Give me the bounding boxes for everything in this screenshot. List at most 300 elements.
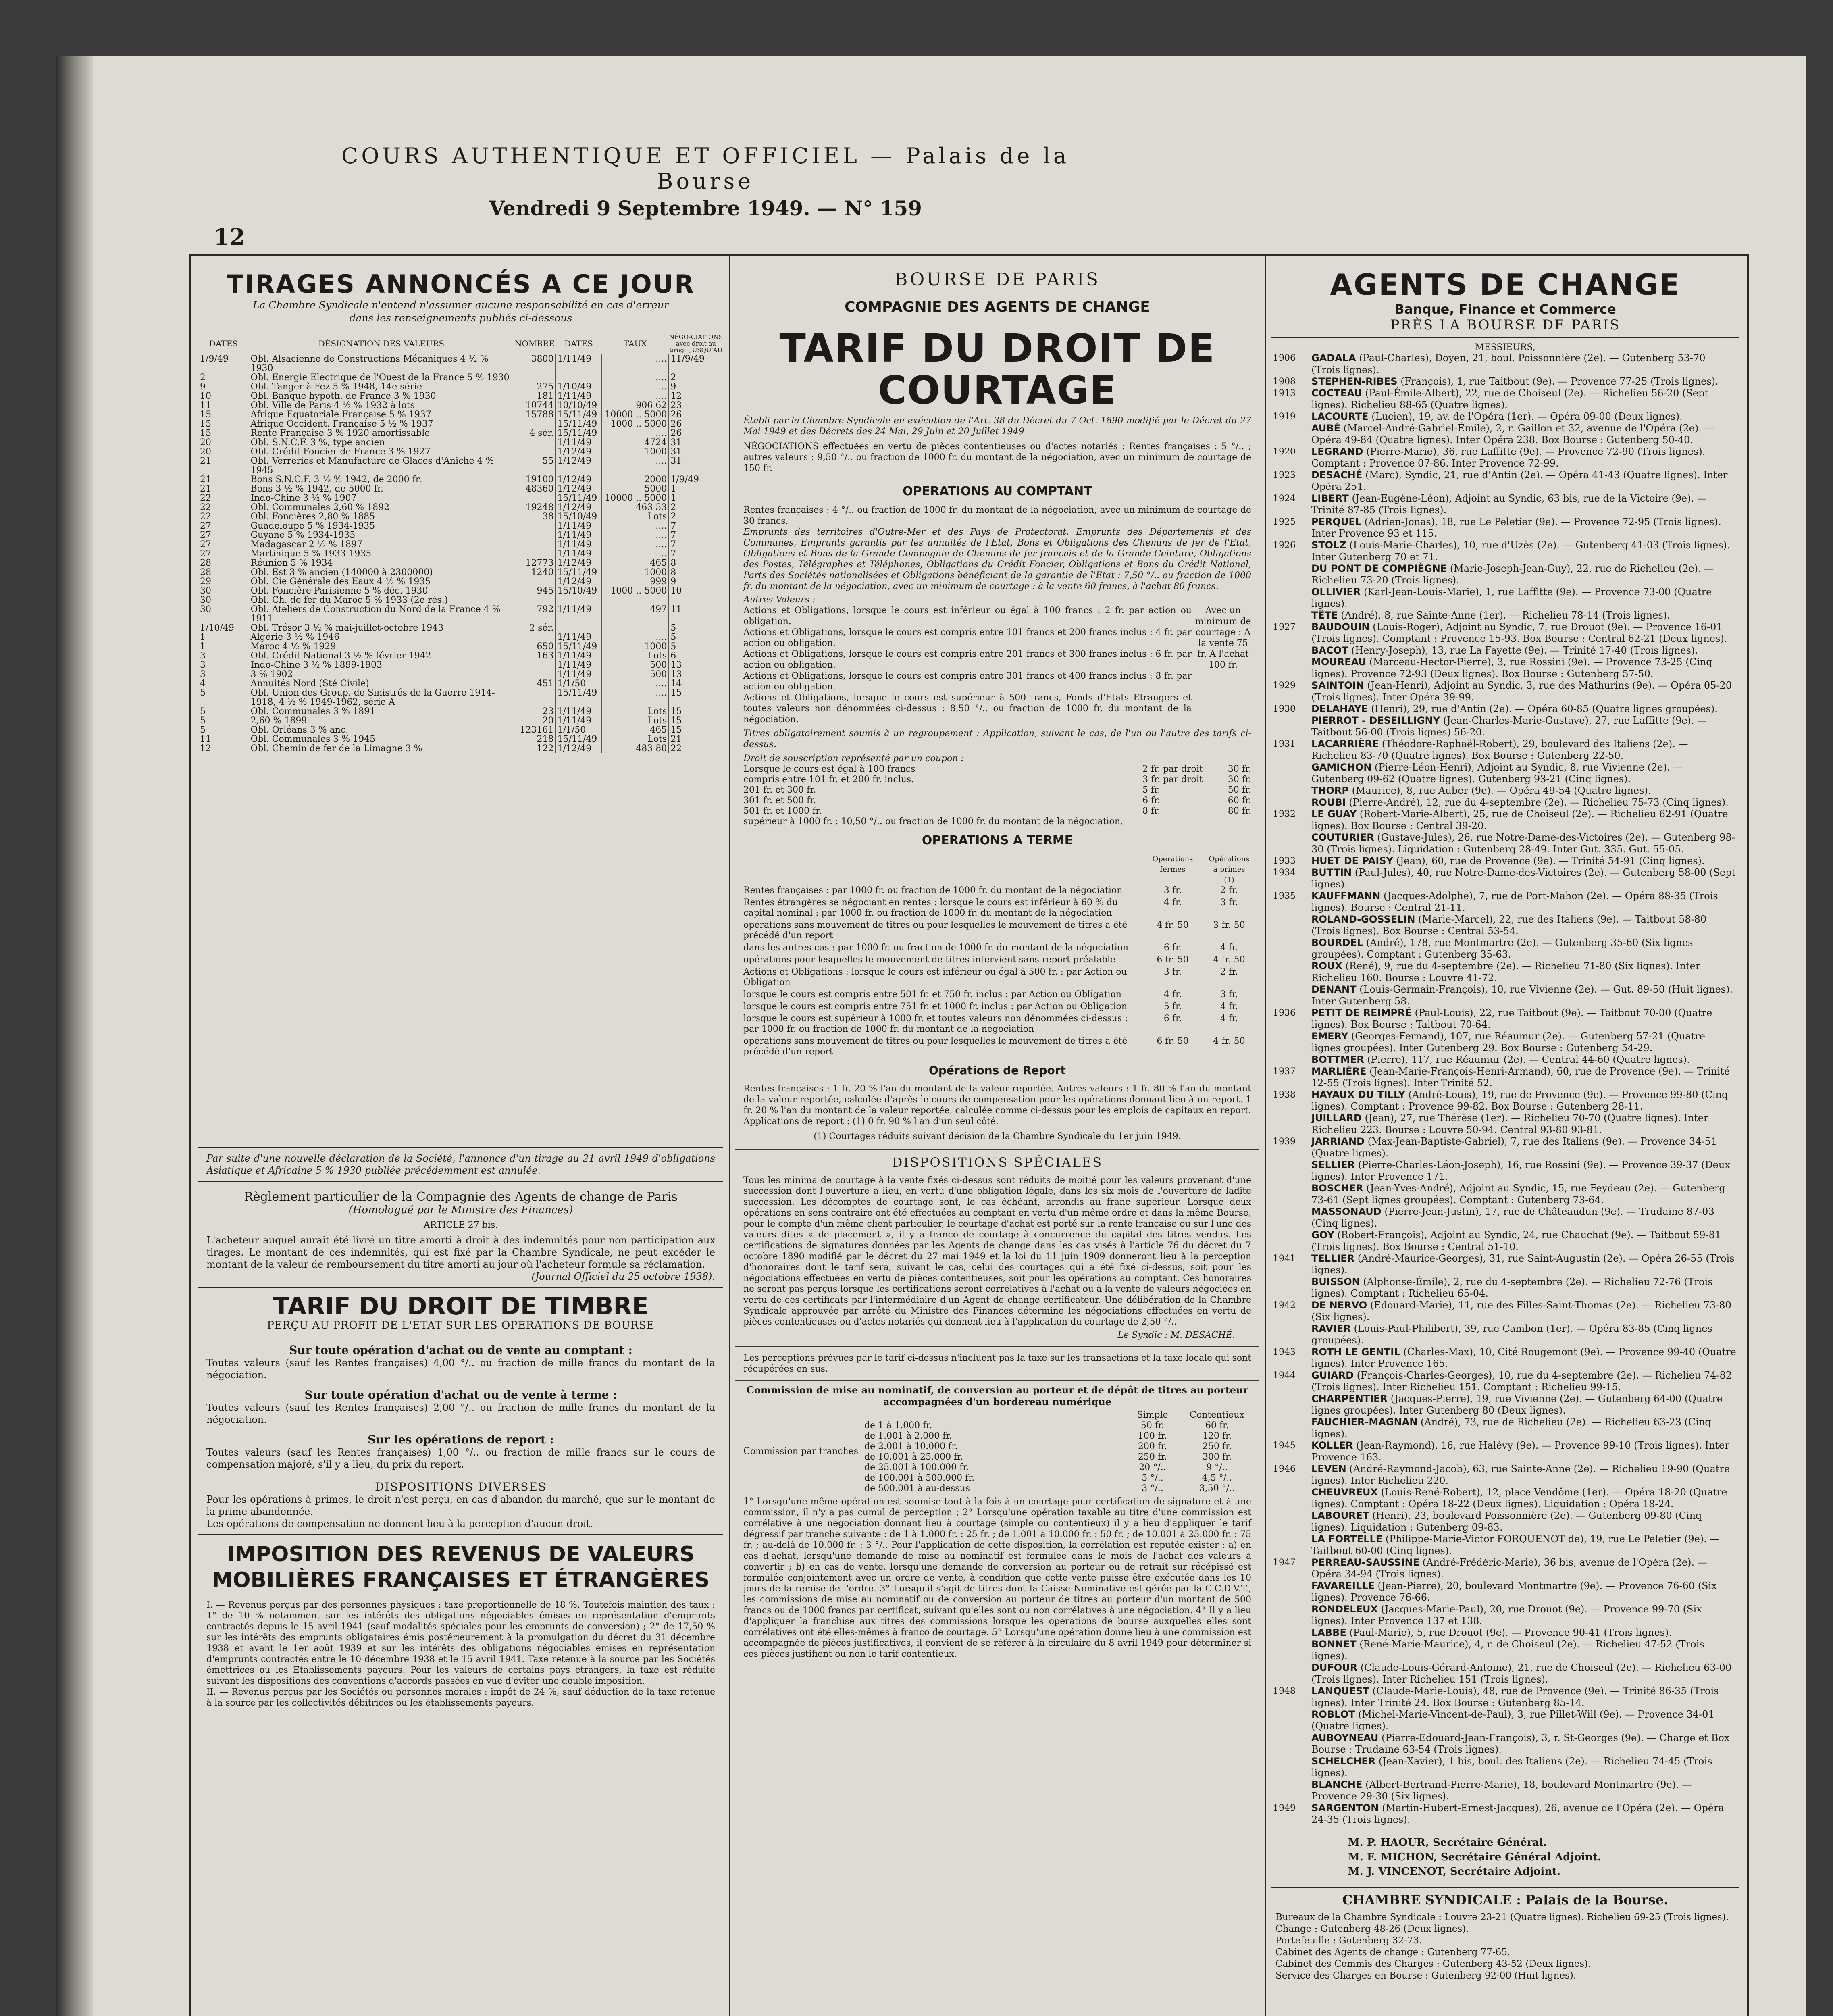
agent-details: (Maurice), 8, rue Auber (9e). — Opéra 49-54 (Quatre lignes). xyxy=(1352,785,1651,796)
list-item xyxy=(1273,1732,1737,1756)
comptant-title: OPERATIONS AU COMPTANT xyxy=(903,484,1092,498)
cell-nombre xyxy=(514,670,556,679)
autres-value: 6 fr. par action ou obligation. xyxy=(743,649,1192,670)
cell-taux: 483 80 xyxy=(602,744,669,753)
cell-jusquau: 7 xyxy=(669,540,723,549)
souscription-row xyxy=(743,816,1251,827)
agent-details: (Louis-René-Robert), 12, place Vendôme (1er). — Opéra 18-20 (Quatre lignes). Comptant : Opéra 18-22 (Deux lignes). Liquidation : Opéra 18-24. xyxy=(1311,1487,1727,1510)
commission-simple-value: 3 °/.. xyxy=(1142,1483,1163,1493)
agent-details: (Pierre-Jean-Justin), 17, rue de Châteaudun (9e). — Trudaine 87-03 (Cinq lignes). xyxy=(1311,1206,1714,1229)
list-item xyxy=(1273,1054,1737,1066)
list-item xyxy=(1273,586,1737,610)
table-row xyxy=(198,521,723,531)
cell-designation: Obl. Trésor 3 ½ % mai-juillet-octobre 1943 xyxy=(249,623,514,633)
agent-year: 1906 xyxy=(1273,353,1296,363)
agent-name: OLLIVIER xyxy=(1311,586,1361,598)
cell-taux: 1000 xyxy=(602,568,669,577)
agent-name: BONNET xyxy=(1311,1639,1357,1650)
courtage-sub: Établi par la Chambre Syndicale en exécution de l'Art. 38 du Décret du 7 Oct. 1890 modifié par le Décret du 27 Mai 1949 et des Décrets des 24 Mai, 29 Juin et 20 Juillet 1949 xyxy=(743,416,1251,437)
agent-name: RAVIER xyxy=(1311,1323,1351,1334)
list-item xyxy=(1273,855,1737,867)
cell-designation: Obl. Tanger à Fez 5 % 1948, 14e série xyxy=(249,382,514,392)
cell-designation: Obl. Ateliers de Construction du Nord de la France 4 % 1911 xyxy=(249,605,514,623)
cell-remb-date: 1/11/49 xyxy=(556,707,602,716)
list-item xyxy=(1273,1756,1737,1779)
autres-value: 4 fr. par action ou obligation. xyxy=(743,627,1192,648)
agent-name: PERREAU-SAUSSINE xyxy=(1311,1557,1420,1568)
cell-remb-date: 15/11/49 xyxy=(556,642,602,651)
agent-name: DENANT xyxy=(1311,984,1357,995)
terme-label: Actions et Obligations : lorsque le cours est inférieur ou égal à 500 fr. : par Action ou Obligation xyxy=(743,967,1127,987)
cell-jusquau xyxy=(669,596,723,605)
titres-oblig: Titres obligatoirement soumis à un regroupement : Application, suivant le cas, de l'un ou l'autre des tarifs ci-dessus. xyxy=(743,729,1251,750)
agent-details: (Marc), Syndic, 21, rue d'Antin (2e). — Opéra 41-43 (Quatre lignes). Inter Opéra 251. xyxy=(1311,469,1728,492)
agent-details: (Jacques-Adolphe), 7, rue de Port-Mahon (2e). — Opéra 88-35 (Trois lignes). Bourse : Central 21-11. xyxy=(1311,890,1718,913)
list-item xyxy=(1273,738,1737,762)
list-item xyxy=(1273,797,1737,808)
autres-value: 8,50 °/.. ou fraction de 1000 fr. du montant de la négociation. xyxy=(743,704,1192,725)
agent-name: ROUBI xyxy=(1311,797,1346,808)
cell-designation: Martinique 5 % 1933-1935 xyxy=(249,549,514,558)
cell-jusquau: 2 xyxy=(669,503,723,512)
agent-details: (André-Louis), 19, rue de Provence (9e). — Provence 99-80 (Cinq lignes). Comptant : Provence 99-82. Box Bourse : Gutenberg 28-11. xyxy=(1311,1089,1728,1112)
timbre-p2: Toutes valeurs (sauf les Rentes françaises) 2,00 °/.. ou fraction de mille francs du montant de la négociation. xyxy=(206,1402,715,1425)
cell-date: 12 xyxy=(200,744,211,754)
column-tirages xyxy=(198,256,723,2016)
compagnie-title: COMPAGNIE DES AGENTS DE CHANGE xyxy=(845,299,1150,315)
souscription-rate: 2 fr. par droit xyxy=(1142,764,1203,774)
timbre-h1: Sur toute opération d'achat ou de vente au comptant : xyxy=(289,1343,632,1357)
terme-ferme: 4 fr. 50 xyxy=(1157,920,1189,930)
agent-year: 1913 xyxy=(1273,388,1296,398)
terme-prime: 2 fr. xyxy=(1220,967,1238,977)
list-item xyxy=(1273,867,1737,890)
agent-name: DU PONT DE COMPIÈGNE xyxy=(1311,563,1447,574)
cell-nombre: 2 sér. xyxy=(514,623,556,633)
agent-details: (Alphonse-Émile), 2, rue du 4-septembre (2e). — Richelieu 72-76 (Trois lignes). Comptant : Richelieu 65-04. xyxy=(1311,1276,1713,1299)
agent-details: (Marie-Joseph-Jean-Guy), 22, rue de Richelieu (2e). — Richelieu 73-20 (Trois lignes). xyxy=(1311,563,1714,586)
commission-cont-value: 3,50 °/.. xyxy=(1199,1483,1235,1493)
commission-tranche: de 2.001 à 10.000 fr. xyxy=(864,1441,958,1452)
agent-details: (Marcel-André-Gabriel-Émile), 2, r. Gaillon et 32, avenue de l'Opéra (2e). — Opéra 49-84 (Quatre lignes). Inter Opéra 238. Box Bourse : Gutenberg 50-40. xyxy=(1311,423,1714,446)
cell-taux: 463 53 xyxy=(602,503,669,512)
table-row xyxy=(198,568,723,577)
cell-jusquau: 13 xyxy=(669,660,723,670)
souscription-min: 80 fr. xyxy=(1228,806,1251,816)
autres-list xyxy=(743,605,1192,725)
commission-cont-value: 250 fr. xyxy=(1202,1441,1232,1452)
table-row xyxy=(198,716,723,725)
souscription-min: 30 fr. xyxy=(1228,764,1251,774)
cell-taux: .... xyxy=(602,688,669,707)
agent-name: RONDELEUX xyxy=(1311,1604,1378,1615)
terme-ferme: 4 fr. xyxy=(1163,898,1182,908)
agent-year: 1924 xyxy=(1273,494,1296,504)
cell-remb-date: 15/10/49 xyxy=(556,586,602,596)
cell-date: 22 xyxy=(200,493,211,503)
cell-remb-date: 15/11/49 xyxy=(556,429,602,438)
autres-item xyxy=(743,649,1192,671)
tirages-note: La Chambre Syndicale n'entend n'assumer aucune responsabilité en cas d'erreur dans les renseignements publiés ci-dessous xyxy=(253,299,669,324)
agents-sub1: Banque, Finance et Commerce xyxy=(1394,302,1616,317)
courtage-title: TARIF DU DROIT DE COURTAGE xyxy=(779,326,1215,413)
page-number: 12 xyxy=(214,224,245,250)
terme-ferme: 6 fr. 50 xyxy=(1157,1036,1189,1046)
list-item xyxy=(1273,984,1737,1007)
agent-name: BAUDOUIN xyxy=(1311,621,1370,633)
agent-details: (Robert-François), Adjoint au Syndic, 24, rue Chauchat (9e). — Taitbout 59-81 (Trois lignes). Box Bourse : Central 51-10. xyxy=(1311,1229,1721,1252)
cell-taux: 999 xyxy=(602,577,669,586)
list-item xyxy=(1273,1685,1737,1709)
list-item xyxy=(1273,960,1737,984)
cell-date: 2 xyxy=(200,373,206,383)
cell-designation: Obl. Orléans 3 % anc. xyxy=(249,725,514,735)
comptant-section xyxy=(735,505,1259,827)
agent-details: (Jean-Eugène-Léon), Adjoint au Syndic, 63 bis, rue de la Victoire (9e). — Trinité 87-85 (Trois lignes). xyxy=(1311,493,1707,516)
comptant-emprunts: Emprunts des territoires d'Outre-Mer et des Pays de Protectorat. Emprunts des Départements et des Communes, Emprunts garantis par les annuités de l'Etat, Bons et Obligations des Chemins de fer de l'Etat, Obligations et Bons de la Grande Compagnie de Chemins de fer français et de la Grande Ceinture, Obligations des Postes, Télégraphes et Téléphones, Obligations du Crédit Foncier, Obligations et Bons du Crédit National, Parts des Sociétés nationalisées et Obligations bénéficiant de la garantie de l'Etat : 7,50 °/.. ou fraction de 1000 fr. du montant de la négociation, avec un minimum de courtage : à la vente 60 francs, à l'achat 80 francs. xyxy=(743,527,1251,591)
cell-nombre: 55 xyxy=(514,456,556,475)
cell-remb-date: 1/11/49 xyxy=(556,605,602,623)
list-item xyxy=(1273,890,1737,914)
agent-name: BUTTIN xyxy=(1311,867,1352,878)
souscription-rate xyxy=(1142,816,1215,827)
divider xyxy=(198,1287,723,1288)
agent-details: (Albert-Bertrand-Pierre-Marie), 18, boulevard Montmartre (9e). — Provence 29-30 (Six lignes). xyxy=(1311,1779,1692,1802)
table-row xyxy=(198,512,723,521)
list-item xyxy=(1273,1393,1737,1416)
cell-designation: Annuités Nord (Sté Civile) xyxy=(249,679,514,688)
commission-row xyxy=(864,1431,1251,1441)
commission-table xyxy=(735,1408,1259,1496)
agent-name: HAYAUX DU TILLY xyxy=(1311,1089,1405,1100)
cell-designation: Madagascar 2 ½ % 1897 xyxy=(249,540,514,549)
cell-jusquau: 7 xyxy=(669,521,723,531)
cell-taux: 465 xyxy=(602,725,669,735)
table-row xyxy=(198,651,723,660)
table-row xyxy=(198,429,723,438)
agent-details: (Henri), 29, rue d'Antin (2e). — Opéra 60-85 (Quatre lignes groupées). xyxy=(1371,703,1718,714)
agent-details: (Jacques-Marie-Paul), 20, rue Drouot (9e). — Provence 99-70 (Six lignes). Inter Provence 137 et 138. xyxy=(1311,1604,1702,1627)
terme-col1: Opérations fermes xyxy=(1152,855,1193,874)
th-taux: TAUX xyxy=(602,333,669,354)
cell-nombre xyxy=(514,577,556,586)
table-row xyxy=(198,642,723,651)
autres-label: Actions et Obligations, lorsque le cours est compris entre 101 francs et 200 francs inclus : xyxy=(743,627,1153,637)
tirages-table-wrap xyxy=(198,333,723,1143)
reglement-text: L'acheteur auquel aurait été livré un titre amorti à droit à des indemnités pour non participation aux tirages. Le montant de ces indemnités, qui est fixé par la Chambre Syndicale, ne peut excéder le montant de la valeur de remboursement du titre amorti au jour où l'acheteur formule sa réclamation. xyxy=(206,1235,715,1270)
cell-designation: Obl. Foncières 2,80 % 1885 xyxy=(249,512,514,521)
timbre-p1: Toutes valeurs (sauf les Rentes françaises) 4,00 °/.. ou fraction de mille francs du montant de la négociation. xyxy=(206,1357,715,1381)
cell-jusquau: 15 xyxy=(669,707,723,716)
cell-taux: Lots xyxy=(602,735,669,744)
terme-ferme: 4 fr. xyxy=(1163,989,1182,1000)
timbre-disp-title: DISPOSITIONS DIVERSES xyxy=(375,1480,547,1493)
terme-prime: 3 fr. xyxy=(1220,989,1238,1000)
cell-designation: Obl. Crédit National 3 ½ % février 1942 xyxy=(249,651,514,660)
agent-year: 1941 xyxy=(1273,1254,1296,1264)
commission-simple-value: 250 fr. xyxy=(1138,1452,1167,1462)
autres-title: Autres Valeurs : xyxy=(743,595,816,605)
terme-ferme: 3 fr. xyxy=(1163,885,1182,896)
agent-details: (Marceau-Hector-Pierre), 3, rue Rossini (9e). — Provence 73-25 (Cinq lignes). Provence 72-93 (Deux lignes). Box Bourse : Gutenberg 57-50. xyxy=(1311,656,1712,679)
cell-nombre: 945 xyxy=(514,586,556,596)
cell-remb-date: 15/11/49 xyxy=(556,494,602,503)
agent-name: MOUREAU xyxy=(1311,656,1366,668)
divider xyxy=(1271,337,1739,338)
list-item xyxy=(1273,423,1737,446)
cell-remb-date: 1/11/49 xyxy=(556,531,602,540)
th-nombre: NOMBRE xyxy=(514,333,556,354)
cell-taux: .... xyxy=(602,521,669,531)
souscription-min: 30 fr. xyxy=(1228,775,1251,785)
cell-designation: Obl. Banque hypoth. de France 3 % 1930 xyxy=(249,392,514,401)
table-row xyxy=(198,707,723,716)
cell-designation: Obl. Ville de Paris 4 ½ % 1932 à lots xyxy=(249,401,514,410)
cell-date: 20 xyxy=(200,437,211,448)
cell-nombre: 451 xyxy=(514,679,556,688)
terme-prime: 2 fr. xyxy=(1220,885,1238,896)
cell-taux: .... xyxy=(602,531,669,540)
cell-date: 30 xyxy=(200,595,211,605)
cell-taux: 10000 .. 5000 xyxy=(602,494,669,503)
agent-name: JUILLARD xyxy=(1311,1112,1362,1124)
agent-details: (Jean-Yves-André), Adjoint au Syndic, 15, rue Feydeau (2e). — Gutenberg 73-61 (Sept lignes groupées). Comptant : Gutenberg 73-64. xyxy=(1311,1183,1725,1206)
timbre-disp-p1: Pour les opérations à primes, le droit n'est perçu, en cas d'abandon du marché, que sur le montant de la prime abandonnée. xyxy=(206,1494,715,1517)
cell-jusquau: 14 xyxy=(669,679,723,688)
agent-name: SAINTOIN xyxy=(1311,680,1364,691)
cell-remb-date: 1/10/49 xyxy=(556,382,602,392)
agent-name: LABOURET xyxy=(1311,1510,1369,1521)
table-row xyxy=(198,549,723,558)
cell-date: 20 xyxy=(200,447,211,457)
commission-tranche: de 1.001 à 2.000 fr. xyxy=(864,1431,952,1441)
cell-remb-date: 1/1/50 xyxy=(556,679,602,688)
agent-details: (Jean-Henri), Adjoint au Syndic, 3, rue des Mathurins (9e). — Opéra 05-20 (Trois lignes). Inter Opéra 39-99. xyxy=(1311,680,1732,703)
officers-list xyxy=(1271,1826,1739,1883)
commission-cont-value: 60 fr. xyxy=(1205,1420,1229,1431)
agent-year: 1927 xyxy=(1273,622,1296,632)
list-item xyxy=(1273,516,1737,539)
autres-item xyxy=(743,627,1192,649)
cell-nombre: 23 xyxy=(514,707,556,716)
page-header xyxy=(189,143,1399,220)
cell-remb-date: 1/11/49 xyxy=(556,354,602,373)
cell-nombre xyxy=(514,521,556,531)
chambre-line: Cabinet des Commis des Charges : Gutenberg 43-52 (Deux lignes). xyxy=(1275,1959,1591,1969)
agent-name: LEVEN xyxy=(1311,1463,1346,1475)
cell-nombre: 123161 xyxy=(514,725,556,735)
agent-details: (Michel-Marie-Vincent-de-Paul), 3, rue Pillet-Will (9e). — Provence 34-01 (Quatre lignes). xyxy=(1311,1709,1714,1732)
cell-taux: .... xyxy=(602,549,669,558)
agents-sub2: PRÈS LA BOURSE DE PARIS xyxy=(1390,317,1621,333)
commission-simple-value: 50 fr. xyxy=(1140,1420,1165,1431)
agent-name: LIBERT xyxy=(1311,493,1349,504)
souscription-title: Droit de souscription représenté par un coupon : xyxy=(743,754,964,764)
cell-remb-date: 1/12/49 xyxy=(556,456,602,475)
commission-label: Commission par tranches xyxy=(743,1446,859,1456)
cell-nombre: 163 xyxy=(514,651,556,660)
bourse-title: BOURSE DE PARIS xyxy=(894,269,1101,290)
agent-name: BOTTMER xyxy=(1311,1054,1364,1065)
list-item xyxy=(1273,1031,1737,1054)
agent-details: (Louis-Paul-Philibert), 39, rue Cambon (1er). — Opéra 83-85 (Cinq lignes groupées). xyxy=(1311,1323,1712,1346)
terme-prime: 4 fr. 50 xyxy=(1213,955,1245,965)
list-item xyxy=(1273,1416,1737,1440)
cell-taux: .... xyxy=(602,354,669,373)
table-row xyxy=(198,623,723,633)
agent-name: LACOURTE xyxy=(1311,411,1369,422)
cell-designation: Obl. Crédit Foncier de France 3 % 1927 xyxy=(249,447,514,456)
souscription-list xyxy=(743,764,1251,827)
chambre-list xyxy=(1271,1912,1739,1982)
terme-row xyxy=(743,1014,1251,1035)
agent-name: PERQUEL xyxy=(1311,516,1362,527)
cell-jusquau: 5 xyxy=(669,633,723,642)
list-item xyxy=(1273,1627,1737,1639)
souscription-label: compris entre 101 fr. et 200 fr. inclus. xyxy=(743,775,914,785)
agent-details: (Pierre-Edouard-Jean-François), 3, r. St-Georges (9e). — Charge et Box Bourse : Trudaine 63-54 (Trois lignes). xyxy=(1311,1732,1730,1755)
agent-name: PETIT DE REIMPRÉ xyxy=(1311,1007,1412,1018)
list-item xyxy=(1273,832,1737,855)
agent-details: (Edouard-Marie), 11, rue des Filles-Saint-Thomas (2e). — Richelieu 73-80 (Six lignes). xyxy=(1311,1300,1731,1322)
agent-details: (Adrien-Jonas), 18, rue Le Peletier (9e). — Provence 72-95 (Trois lignes). Inter Provence 93 et 115. xyxy=(1311,516,1721,539)
cell-jusquau: 31 xyxy=(669,447,723,456)
cell-nombre xyxy=(514,531,556,540)
terme-label: lorsque le cours est supérieur à 1000 fr. et toutes valeurs non dénommées ci-dessus : par 1000 fr. ou fraction de 1000 fr. du montant de la négociation xyxy=(743,1014,1128,1034)
table-row xyxy=(198,419,723,429)
commission-simple-value: 200 fr. xyxy=(1138,1441,1167,1452)
chambre-line: Bureaux de la Chambre Syndicale : Louvre 23-21 (Quatre lignes). Richelieu 69-25 (Trois lignes). xyxy=(1275,1912,1729,1922)
cell-remb-date: 1/12/49 xyxy=(556,503,602,512)
souscription-label: 301 fr. et 500 fr. xyxy=(743,796,816,806)
cell-date: 22 xyxy=(200,512,211,522)
autres-label: Actions et Obligations, lorsque le cours est compris entre 301 francs et 400 francs inclus : xyxy=(743,671,1153,681)
agent-details: (Paul-Louis), 22, rue Taitbout (9e). — Taitbout 70-00 (Quatre lignes). Box Bourse : Taitbout 70-64. xyxy=(1311,1007,1712,1030)
agent-name: AUBÉ xyxy=(1311,423,1341,434)
cell-nombre xyxy=(514,596,556,605)
agent-year: 1949 xyxy=(1273,1803,1296,1813)
terme-prime: 4 fr. 50 xyxy=(1213,1036,1245,1046)
agent-name: TELLIER xyxy=(1311,1253,1355,1264)
th-remb-dates: DATES xyxy=(556,333,602,354)
cell-designation: Obl. Verreries et Manufacture de Glaces d'Aniche 4 % 1945 xyxy=(249,456,514,475)
cell-designation: Bons S.N.C.F. 3 ½ % 1942, de 2000 fr. xyxy=(249,475,514,484)
table-row xyxy=(198,605,723,623)
cell-jusquau: 13 xyxy=(669,670,723,679)
agent-details: (Jean-Pierre), 20, boulevard Montmartre (9e). — Provence 76-60 (Six lignes). Provence 76-66. xyxy=(1311,1580,1717,1603)
agent-details: (Robert-Marie-Albert), 25, rue de Choiseul (2e). — Richelieu 62-91 (Quatre lignes). Box Bourse : Central 39-20. xyxy=(1311,808,1728,831)
cell-jusquau: 6 xyxy=(669,651,723,660)
table-row xyxy=(198,725,723,735)
agent-year: 1929 xyxy=(1273,681,1296,691)
agent-details: (Jacques-Pierre), 19, rue Vivienne (2e). — Gutenberg 64-00 (Quatre lignes groupées). Inter Gutenberg 80 (Deux lignes). xyxy=(1311,1393,1723,1416)
table-row xyxy=(198,735,723,744)
imposition-text: I. — Revenus perçus par des personnes physiques : taxe proportionnelle de 18 %. Toutefois maintien des taux : 1° de 10 % notamment sur les intérêts des obligations négociables émises en représentation d'emprunts contractés depuis le 15 avril 1941 (sauf modalités spéciales pour les emprunts de conversion) ; 2° de 17,50 % sur les intérêts des emprunts obligataires émis postérieurement à la promulgation du décret du 31 décembre 1938 et avant le 1er août 1939 et sur les intérêts des obligations négociables émises en représentation d'emprunts contractés entre le 10 décembre 1938 et le 15 avril 1941. Taxe retenue à la source par les Sociétés émettrices ou les Etablissements payeurs. Pour les valeurs de certains pays étrangers, la taxe est réduite suivant les dispositions des conventions d'accords passées en vue d'éviter une double imposition. xyxy=(206,1600,715,1686)
divider xyxy=(198,1181,723,1182)
cell-date: 28 xyxy=(200,567,211,577)
cell-nombre: 19248 xyxy=(514,503,556,512)
cell-jusquau: 23 xyxy=(669,401,723,410)
agent-year: 1942 xyxy=(1273,1300,1296,1310)
reglement-article: ARTICLE 27 bis. xyxy=(423,1220,498,1230)
agent-details: (Pierre-Marie), 36, rue Laffitte (9e). — Provence 72-90 (Trois lignes). Comptant : Provence 07-86. Inter Provence 72-99. xyxy=(1311,446,1706,469)
agent-details: (Louis-Marie-Charles), 10, rue d'Uzès (2e). — Gutenberg 41-03 (Trois lignes). Inter Gutenberg 70 et 71. xyxy=(1311,539,1730,562)
autres-item xyxy=(743,692,1192,725)
cell-jusquau: 7 xyxy=(669,531,723,540)
agent-name: DUFOUR xyxy=(1311,1662,1358,1673)
list-item xyxy=(1273,1346,1737,1370)
cell-jusquau: 15 xyxy=(669,716,723,725)
autres-block xyxy=(743,605,1251,725)
table-row xyxy=(198,744,723,753)
cell-nombre xyxy=(514,540,556,549)
table-row xyxy=(198,596,723,605)
cell-jusquau: 1 xyxy=(669,484,723,494)
cell-date: 3 xyxy=(200,651,206,661)
cell-designation: Obl. Foncière Parisienne 5 % déc. 1930 xyxy=(249,586,514,596)
list-item xyxy=(1273,1007,1737,1031)
table-row xyxy=(198,373,723,382)
souscription-row xyxy=(743,775,1251,785)
cell-taux: 10000 .. 5000 xyxy=(602,410,669,419)
cell-taux: 5000 xyxy=(602,484,669,494)
agent-name: DESACHÉ xyxy=(1311,469,1363,481)
table-row xyxy=(198,494,723,503)
cell-taux: Lots xyxy=(602,707,669,716)
cell-date: 4 xyxy=(200,679,206,689)
cell-date: 21 xyxy=(200,456,211,466)
cell-jusquau: 11 xyxy=(669,605,723,623)
agent-details: (Henry-Joseph), 13, rue La Fayette (9e). — Trinité 17-40 (Trois lignes). xyxy=(1351,645,1698,656)
agent-details: (François), 1, rue Taitbout (9e). — Provence 77-25 (Trois lignes). xyxy=(1400,376,1719,387)
commission-row xyxy=(864,1483,1251,1494)
cell-nombre: 38 xyxy=(514,512,556,521)
list-item xyxy=(1273,1276,1737,1300)
agent-name: KAUFFMANN xyxy=(1311,890,1381,902)
list-item xyxy=(1273,387,1737,411)
cell-remb-date: 1/11/49 xyxy=(556,633,602,642)
list-item xyxy=(1273,1463,1737,1487)
tirages-table xyxy=(198,333,723,753)
report-title: Opérations de Report xyxy=(929,1064,1066,1077)
commission-grid xyxy=(864,1410,1251,1494)
agent-name: LE GUAY xyxy=(1311,808,1357,820)
commission-list xyxy=(864,1420,1251,1494)
cell-taux: .... xyxy=(602,633,669,642)
cell-taux: .... xyxy=(602,373,669,382)
perceptions-note: Les perceptions prévues par le tarif ci-dessus n'incluent pas la taxe sur les transactions et la taxe locale qui sont récupérées en sus. xyxy=(743,1353,1251,1374)
cell-nombre: 122 xyxy=(514,744,556,753)
agent-name: BUISSON xyxy=(1311,1276,1360,1287)
cell-nombre: 48360 xyxy=(514,484,556,494)
list-item xyxy=(1273,376,1737,387)
timbre-sub: PERÇU AU PROFIT DE L'ETAT SUR LES OPERATIONS DE BOURSE xyxy=(267,1319,655,1331)
agent-details: (Gustave-Jules), 26, rue Notre-Dame-des-Victoires (2e). — Gutenberg 98-30 (Trois lignes). Liquidation : Gutenberg 28-49. Inter Gut. 335. Gut. 55-05. xyxy=(1311,832,1735,855)
cell-remb-date: 1/11/49 xyxy=(556,651,602,660)
cell-taux: 1000 .. 5000 xyxy=(602,419,669,429)
list-item xyxy=(1273,1206,1737,1229)
agent-name: ROLAND-GOSSELIN xyxy=(1311,914,1415,925)
table-row xyxy=(198,577,723,586)
agent-name: STEPHEN-RIBES xyxy=(1311,376,1398,387)
cell-designation: Indo-Chine 3 ½ % 1899-1903 xyxy=(249,660,514,670)
list-item xyxy=(1273,1159,1737,1183)
list-item xyxy=(1273,785,1737,797)
agent-name: SARGENTON xyxy=(1311,1802,1379,1814)
terme-row xyxy=(743,920,1251,941)
agent-name: ROTH LE GENTIL xyxy=(1311,1346,1400,1358)
cell-taux: Lots xyxy=(602,651,669,660)
